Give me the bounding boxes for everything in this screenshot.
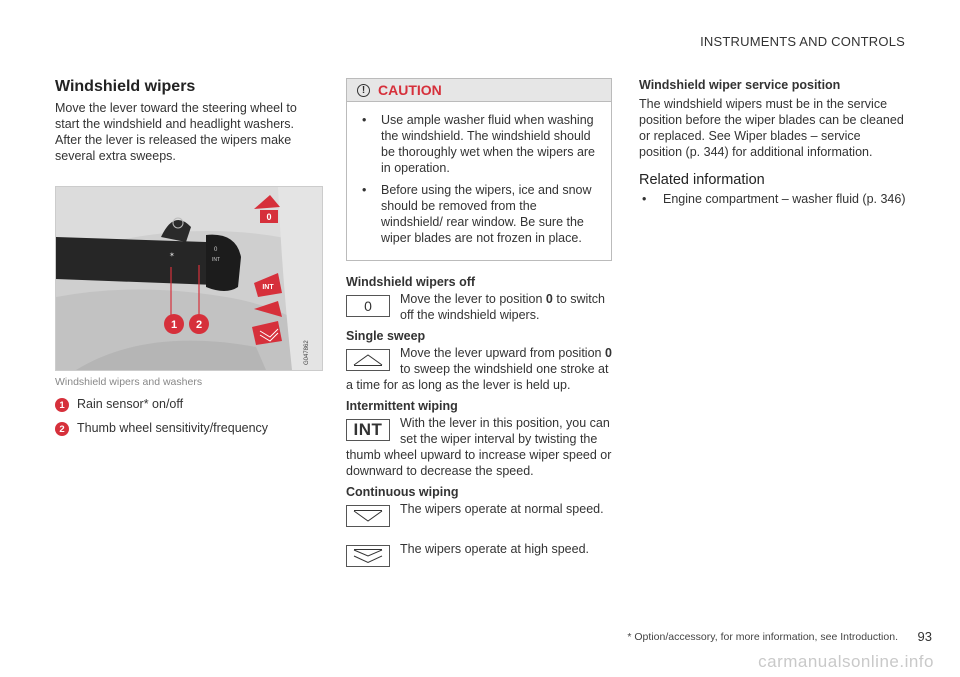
footer-note: * Option/accessory, for more information, see Introduction. (627, 631, 898, 643)
mode-heading: Windshield wipers off (346, 275, 476, 289)
legend-number-badge: 1 (55, 398, 69, 412)
related-link[interactable]: • Engine compartment – washer fluid (p. 346) (639, 191, 907, 207)
marker-2-label: 2 (195, 319, 203, 331)
related-heading: Related information (639, 172, 765, 188)
page-title: Windshield wipers (55, 78, 196, 95)
wiper-lever-drawing (56, 187, 322, 370)
mode-text: The wipers operate at normal speed. (400, 502, 604, 516)
wiper-lever-illustration (55, 186, 323, 371)
mode-description (346, 501, 612, 533)
caution-list (347, 102, 611, 260)
svg-text:0: 0 (214, 247, 218, 253)
normal-speed-icon (346, 505, 390, 527)
watermark: carmanualsonline.info (758, 652, 934, 671)
mode-text: Move the lever upward from position (400, 346, 605, 360)
mode-text-bold: 0 (604, 346, 612, 360)
mode-heading: Single sweep (346, 329, 426, 343)
mode-heading: Continuous wiping (346, 485, 459, 499)
mode-continuous (346, 485, 612, 569)
mode-description (346, 345, 612, 393)
int-icon (346, 419, 390, 441)
exclamation-icon: ! (357, 84, 370, 97)
service-heading: Windshield wiper service position (639, 78, 841, 92)
position-zero-icon (346, 295, 390, 317)
service-paragraph: The windshield wipers must be in the service position before the wiper blades can be cleaned or replaced. See Wiper blades – service position (p. 344) for additional information. (639, 97, 904, 159)
legend-item-rain-sensor (55, 397, 323, 412)
high-speed-icon (346, 545, 390, 567)
mode-text: With the lever in this position, you can set the wiper interval by twisting the thumb wheel upward to increase wiper speed or downward to decrease the speed. (346, 416, 612, 478)
marker-1-label: 1 (170, 319, 178, 331)
column-wipers (55, 78, 323, 436)
single-sweep-icon (346, 349, 390, 371)
caution-item: • Before using the wipers, ice and snow should be removed from the windshield/ rear window. Be sure the wiper blades are not frozen in place. (359, 182, 599, 246)
svg-text:INT: INT (212, 257, 221, 263)
mode-heading: Intermittent wiping (346, 399, 458, 413)
mode-description-high-speed (346, 541, 612, 569)
mode-description (346, 415, 612, 479)
mode-single-sweep (346, 329, 612, 393)
column-service (639, 78, 907, 207)
mode-text: to sweep the windshield one stroke at a time for as long as the lever is held up. (346, 362, 609, 392)
intro-paragraph: Move the lever toward the steering wheel to start the windshield and headlight washers. After the lever is released the wipers make several extra sweeps. (55, 101, 297, 163)
svg-text:✶: ✶ (169, 252, 175, 259)
mode-text: The wipers operate at high speed. (400, 542, 590, 556)
caution-header (347, 79, 611, 102)
arrow-label-int: INT (262, 284, 274, 291)
page-number: 93 (917, 629, 932, 644)
mode-description (346, 291, 612, 323)
mode-text-bold: 0 (545, 292, 553, 306)
column-wiper-modes (346, 78, 612, 569)
legend-number-badge: 2 (55, 422, 69, 436)
int-label: INT (353, 420, 383, 439)
legend-item-thumb-wheel (55, 421, 323, 436)
legend-text: Rain sensor* on/off (77, 397, 184, 411)
arrow-label-0: 0 (266, 212, 272, 222)
legend-text: Thumb wheel sensitivity/frequency (77, 421, 269, 435)
caution-box (346, 78, 612, 261)
figure-code: G047862 (304, 340, 310, 365)
caution-title: CAUTION (378, 82, 442, 98)
caution-item: • Use ample washer fluid when washing the windshield. The windshield should be thoroughly wet when the wipers are in operation. (359, 112, 599, 176)
mode-text: to switch off the windshield wipers. (400, 292, 605, 322)
section-header: INSTRUMENTS AND CONTROLS (700, 34, 905, 49)
mode-intermittent (346, 399, 612, 479)
position-zero-label: 0 (364, 298, 372, 314)
figure-caption: Windshield wipers and washers (55, 376, 203, 388)
mode-text: Move the lever to position (400, 292, 546, 306)
mode-off (346, 275, 612, 323)
